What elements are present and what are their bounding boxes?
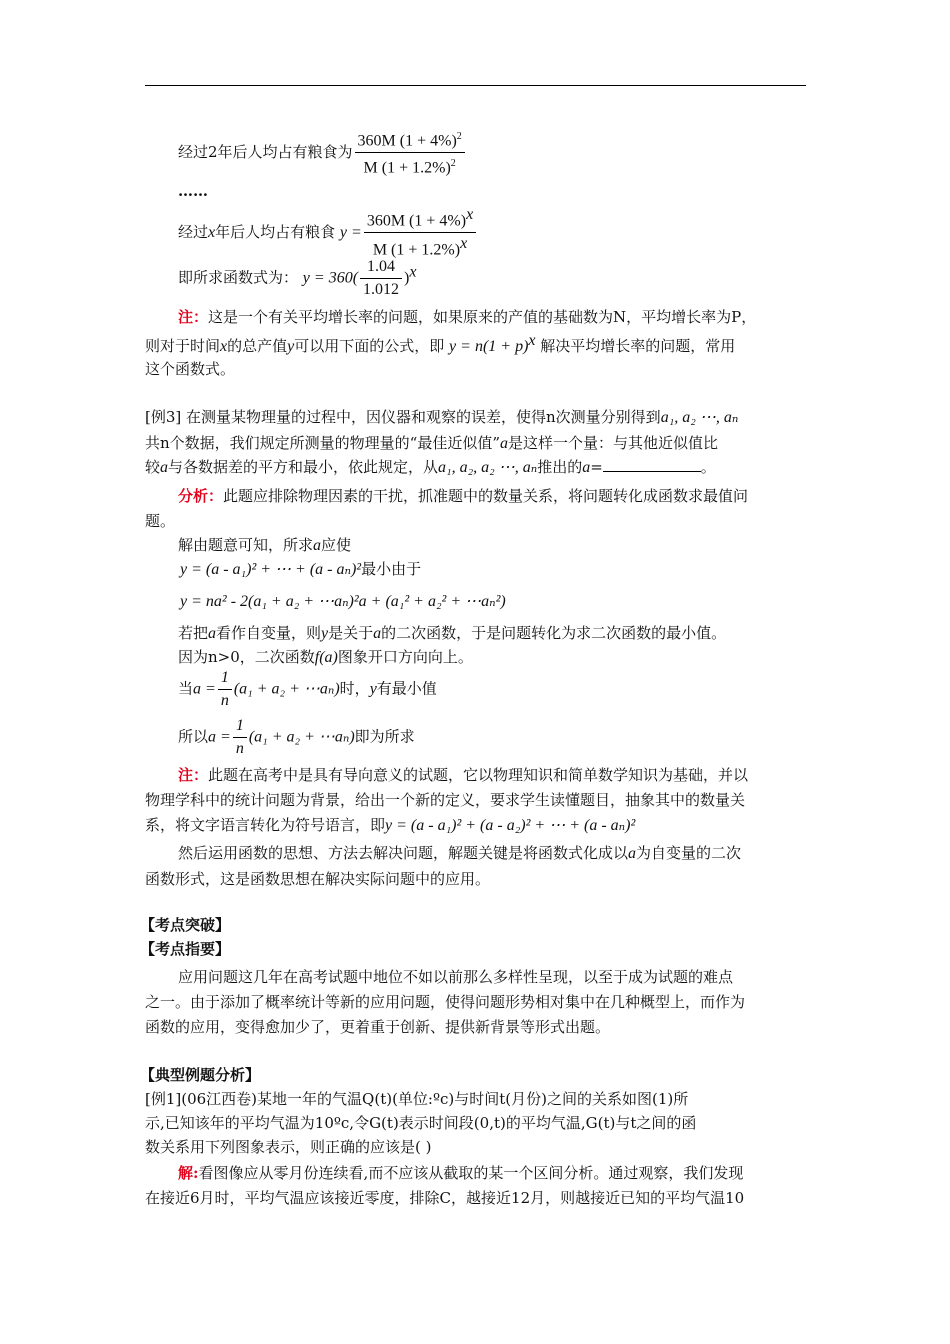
note-label: 注： xyxy=(178,766,209,784)
ex3-line1 xyxy=(145,406,738,429)
typ-line4 xyxy=(178,1162,743,1184)
sol-line1 xyxy=(178,534,351,557)
formula: y = (a - a₁)² + (a - a₂)² + ⋯ + (a - aₙ)² xyxy=(385,817,636,834)
text: 因为n>0，二次函数 xyxy=(178,648,315,666)
sol-line5 xyxy=(178,646,473,669)
sol-line3 xyxy=(180,590,506,613)
sol-line6 xyxy=(178,668,437,711)
formula: f(a) xyxy=(314,649,338,666)
text: 即所求函数式为： xyxy=(178,268,299,287)
solution-label: 解: xyxy=(178,1164,199,1182)
kd-line1: 应用问题这几年在高考试题中地位不如以前那么多样性呈现，以至于成为试题的难点 xyxy=(178,968,734,986)
var: a xyxy=(373,625,382,642)
text: = xyxy=(590,458,603,476)
numerator: 1.04 xyxy=(360,257,402,279)
text: 的总产值 xyxy=(227,337,288,355)
formula: a₁, a₂ ⋯, aₙ xyxy=(660,409,739,426)
exponent: x xyxy=(409,263,417,281)
var: a xyxy=(313,537,322,554)
note-label: 注： xyxy=(178,308,209,326)
text: 应使 xyxy=(321,536,352,554)
lhs: y = 360( xyxy=(302,269,359,287)
exponent: x xyxy=(466,206,474,223)
text: 是这样一个量：与其他近似值比 xyxy=(508,434,719,452)
kd-line3: 函数的应用，变得愈加少了，更着重于创新、提供新背景等形式出题。 xyxy=(145,1018,611,1036)
text: 推出的 xyxy=(537,458,583,476)
numerator: 360M (1 + 4%) xyxy=(366,212,467,230)
text: [例3] 在测量某物理量的过程中，因仪器和观察的误差，使得n次测量分别得到 xyxy=(145,408,661,426)
section-heading-guide: 【考点指要】 xyxy=(140,940,231,958)
lhs: a = xyxy=(208,728,231,746)
denominator: M (1 + 1.2%) xyxy=(372,241,461,259)
sol-line7 xyxy=(178,716,415,759)
text: 则对于时间 xyxy=(145,337,221,355)
text: 即为所求 xyxy=(354,727,415,746)
fraction xyxy=(355,127,465,179)
text: 为自变量的二次 xyxy=(636,844,742,862)
section-heading-breakthrough: 【考点突破】 xyxy=(140,916,231,934)
note1-line3: 这个函数式。 xyxy=(145,360,236,378)
var: a xyxy=(500,435,508,452)
section-heading-examples: 【典型例题分析】 xyxy=(140,1066,261,1084)
exponent: x xyxy=(460,235,468,253)
numerator: 360M (1 + 4%) xyxy=(357,132,457,150)
formula: (a₁ + a₂ + ⋯aₙ) xyxy=(248,728,355,746)
text: 看图像应从零月份连续看,而不应该从截取的某一个区间分析。通过观察，我们发现 xyxy=(198,1164,744,1182)
var: y xyxy=(369,680,377,698)
typ-line3: 数关系用下列图象表示，则正确的应该是( ) xyxy=(145,1138,432,1156)
ellipsis: …… xyxy=(178,182,208,200)
text: 图象开口方向向上。 xyxy=(337,648,473,666)
text: 共n个数据，我们规定所测量的物理量的“最佳近似值” xyxy=(145,434,500,452)
paren: ) xyxy=(404,269,410,287)
fraction xyxy=(364,205,476,261)
sol-line2 xyxy=(180,558,421,581)
text: 是关于 xyxy=(328,624,374,642)
formula-x-years xyxy=(178,205,478,261)
note2-line1 xyxy=(178,764,748,786)
text: 这是一个有关平均增长率的问题，如果原来的产值的基础数为N，平均增长率为P， xyxy=(208,308,757,326)
kd-line2: 之一。由于添加了概率统计等新的应用问题，使得问题形势相对集中在几种概型上，而作为 xyxy=(145,993,746,1011)
final-function xyxy=(178,257,416,300)
text: 看作自变量，则 xyxy=(216,624,322,642)
text: 此题应排除物理因素的干扰，抓准题中的数量关系，将问题转化成函数求最值问 xyxy=(223,487,749,505)
denominator: 1.012 xyxy=(363,281,400,298)
formula: a₁, a₂, a₂ ⋯, aₙ xyxy=(438,459,538,476)
formula: y = (a - a₁)² + ⋯ + (a - aₙ)² xyxy=(180,561,362,578)
fraction xyxy=(360,257,402,300)
numerator: 1 xyxy=(233,716,247,738)
analysis-line1 xyxy=(178,485,748,507)
text: 解决平均增长率的问题，常用 xyxy=(540,337,736,355)
formula: y = n(1 + p) xyxy=(449,338,529,355)
header-rule xyxy=(145,85,806,86)
fraction xyxy=(233,716,247,759)
text: 较 xyxy=(145,458,161,476)
answer-blank xyxy=(603,457,701,472)
text: 年后人均占有粮食 xyxy=(215,222,336,241)
typ-line5: 在接近6月时，平均气温应该接近零度，排除C，越接近12月，则越接近已知的平均气温10 xyxy=(145,1189,745,1207)
text: 经过2年后人均占有粮食为 xyxy=(178,142,353,161)
denominator: n xyxy=(235,740,244,757)
note1-line2 xyxy=(145,330,735,358)
exponent: 2 xyxy=(450,158,456,170)
exponent: x xyxy=(528,332,536,349)
ex3-line3 xyxy=(145,456,716,479)
var: x xyxy=(220,338,228,355)
note2-line3 xyxy=(145,814,635,837)
lhs: a = xyxy=(193,680,216,698)
analysis-label: 分析： xyxy=(178,487,224,505)
note2-line4 xyxy=(178,842,741,865)
text: 有最小值 xyxy=(376,679,437,698)
var: a xyxy=(582,459,591,476)
var: a xyxy=(208,625,217,642)
var: x xyxy=(208,223,216,241)
exponent: 2 xyxy=(456,131,462,142)
note2-line5: 函数形式，这是函数思想在解决实际问题中的应用。 xyxy=(145,870,491,888)
text: 系，将文字语言转化为符号语言，即 xyxy=(145,816,386,834)
ex3-line2 xyxy=(145,432,718,455)
text: 所以 xyxy=(178,727,209,746)
note1-line1 xyxy=(178,306,756,328)
numerator: 1 xyxy=(218,668,232,690)
text: 与各数据差的平方和最小，依此规定，从 xyxy=(168,458,439,476)
text: 。 xyxy=(700,458,716,476)
text: 最小由于 xyxy=(361,560,422,578)
typ-line2: 示,已知该年的平均气温为10ºc,令G(t)表示时间段(0,t)的平均气温,G(t)与t之间的函 xyxy=(145,1114,697,1132)
fraction xyxy=(218,668,232,711)
typ-line1: [例1](06江西卷)某地一年的气温Q(t)(单位:ºc)与时间t(月份)之间的关系如图(1)所 xyxy=(145,1090,689,1108)
note2-line2: 物理学科中的统计问题为背景，给出一个新的定义，要求学生读懂题目，抽象其中的数量关 xyxy=(145,791,746,809)
text: 若把 xyxy=(178,624,209,642)
text: 时， xyxy=(339,679,370,698)
formula: y = na² - 2(a₁ + a₂ + ⋯aₙ)²a + (a₁² + a₂² + ⋯aₙ²) xyxy=(180,593,506,610)
formula: (a₁ + a₂ + ⋯aₙ) xyxy=(233,680,340,698)
denominator: M (1 + 1.2%) xyxy=(363,159,451,177)
text: 当 xyxy=(178,679,194,698)
text: 此题在高考中是具有导向意义的试题，它以物理知识和简单数学知识为基础，并以 xyxy=(208,766,749,784)
text: 然后运用函数的思想、方法去解决问题，解题关键是将函数式化成以 xyxy=(178,844,629,862)
lhs: y = xyxy=(339,223,362,241)
var: y xyxy=(321,625,329,642)
var: y xyxy=(287,338,295,355)
text: 经过 xyxy=(178,222,209,241)
formula-2-years xyxy=(178,127,467,179)
text: 的二次函数，于是问题转化为求二次函数的最小值。 xyxy=(381,624,727,642)
denominator: n xyxy=(220,692,229,709)
text: 可以用下面的公式，即 xyxy=(294,337,445,355)
sol-line4 xyxy=(178,622,726,645)
var: a xyxy=(628,845,637,862)
var: a xyxy=(160,459,169,476)
text: 解由题意可知，所求 xyxy=(178,536,314,554)
analysis-line2: 题。 xyxy=(145,512,176,530)
